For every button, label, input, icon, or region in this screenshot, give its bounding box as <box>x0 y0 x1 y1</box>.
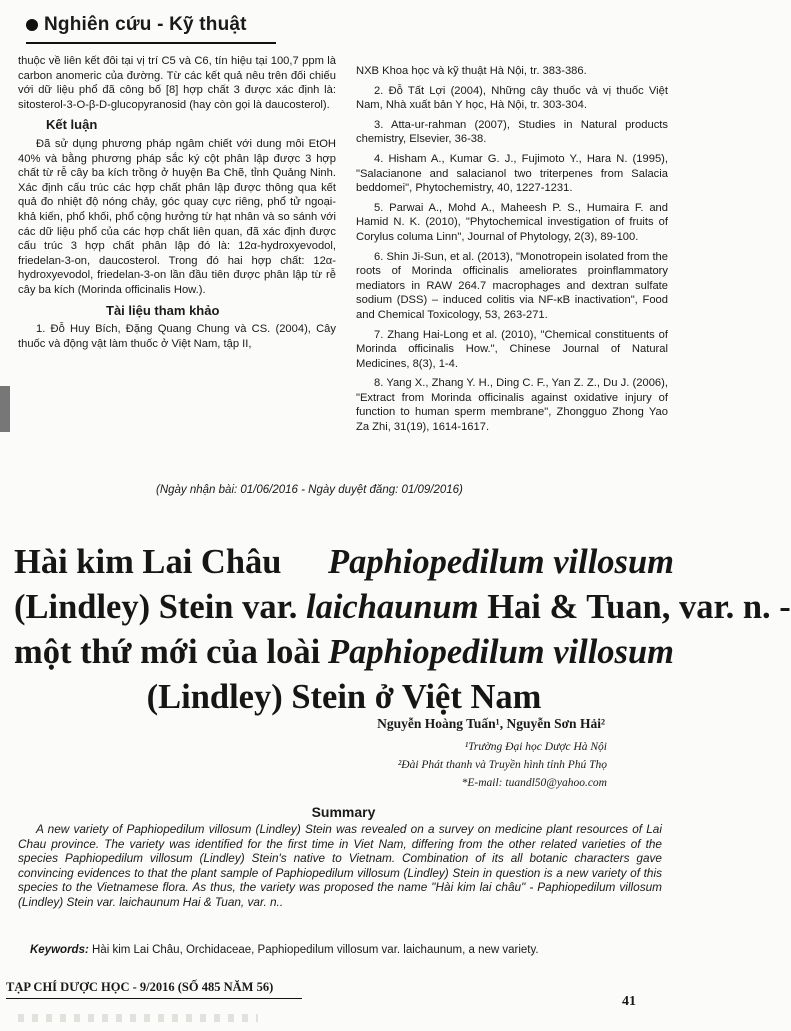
title-line: (Lindley) Stein ở Việt Nam <box>146 678 542 716</box>
reference-item: NXB Khoa học và kỹ thuật Hà Nội, tr. 383-386. <box>356 65 587 77</box>
keywords <box>30 944 650 956</box>
summary-paragraph: A new variety of Paphiopedilum villosum (Lindley) Stein was revealed on a survey on medicine plant resources of Lai Chau province. The variety was identified for the first time in Viet Nam, differing from the other related varieties of the species Paphiopedilum villosum (Lindley) Stein's native to Vietnam. Combination of its all botanic characters gave convincing evidences to that the plant sample of Paphiopedilum villosum (Lindley) Stein in question is a new variety of this species to the Vietnamese flora. As thus, the variety was proposed the name "Hài kim lai châu" - Paphiopedilum villosum (Lindley) Stein var. laichaunum Hai & Tuan, var. n.. <box>18 822 662 909</box>
scan-noise <box>18 1014 258 1022</box>
article-title <box>14 540 791 720</box>
header-underline <box>26 42 276 44</box>
author-list: Nguyễn Hoàng Tuấn¹, Nguyễn Sơn Hải² <box>377 716 605 731</box>
conclusion-paragraph: Đã sử dụng phương pháp ngâm chiết với dung môi EtOH 40% và bằng phương pháp sắc ký cột phân lập được 3 hợp chất từ rễ cây ba kích trồng ở huyện Ba Chẽ, tỉnh Quảng Ninh. Xác định cấu trúc các hợp chất phân lập được thông qua kết quả đo nhiệt độ nóng chảy, góc quay cực riêng, phổ tử ngoại- khả kiến, phổ khối, phổ cộng hưởng từ hạt nhân và so sánh với các dữ liệu phổ của các hợp chất liên quan, đã xác định được cấu trúc 3 hợp chất phân lập đó là: 12α-hydroxyevodol, friedelan-3-on, daucosterol. Trong đó hai hợp chất: 12α-hydroxyevodol, friedelan-3-on lần đầu tiên được phân lập từ rễ cây ba kích (Morinda officinalis How.). <box>18 137 336 296</box>
title-line <box>14 630 674 675</box>
section-header <box>26 14 247 36</box>
summary-abstract <box>18 822 662 910</box>
title-text: (Lindley) Stein var. <box>14 588 298 626</box>
title-text: một thứ mới của loài <box>14 633 321 671</box>
title-species: Paphiopedilum villosum <box>328 543 674 581</box>
bullet-icon <box>26 19 38 31</box>
title-text: Hai & Tuan, var. n. - <box>487 588 791 626</box>
reference-item: 7. Zhang Hai-Long et al. (2010), "Chemical constituents of Morinda officinalis How.", Chinese Journal of Natural Medicines, 8(3), 1-4. <box>356 328 668 370</box>
keywords-text: Hài kim Lai Châu, Orchidaceae, Paphiopedilum villosum var. laichaunum, a new variety. <box>92 944 539 956</box>
reference-item: 5. Parwai A., Mohd A., Maheesh P. S., Humaira F. and Hamid N. K. (2010), "Phytochemical investigation of fruits of Corylus columa Linn", Journal of Phytology, 2(3), 89-100. <box>356 201 668 243</box>
reference-item: 3. Atta-ur-rahman (2007), Studies in Natural products chemistry, Elsevier, 36-38. <box>356 118 668 146</box>
author-email: *E-mail: tuandl50@yahoo.com <box>461 777 607 789</box>
keywords-label: Keywords: <box>30 944 89 956</box>
reference-item: 1. Đỗ Huy Bích, Đặng Quang Chung và CS. (2004), Cây thuốc và động vật làm thuốc ở Việt Nam, tập II, <box>18 323 336 350</box>
title-line <box>14 540 674 585</box>
references-heading: Tài liệu tham khảo <box>106 302 220 318</box>
journal-footer: TẠP CHÍ DƯỢC HỌC - 9/2016 (SỐ 485 NĂM 56) <box>6 980 274 994</box>
reference-item: 8. Yang X., Zhang Y. H., Ding C. F., Yan Z. Z., Du J. (2006), "Extract from Morinda officinalis against oxidative injury of function to human sperm membrane", Zhongguo Zhong Yao Za Zhi, 31(19), 1614-1617. <box>356 377 668 434</box>
page-edge-tab <box>0 386 10 432</box>
received-dates: (Ngày nhận bài: 01/06/2016 - Ngày duyệt đăng: 01/09/2016) <box>156 484 463 496</box>
reference-item: 4. Hisham A., Kumar G. J., Fujimoto Y., Hara N. (1995), "Salacianone and salacianol two triterpenes from Salacia beddomei", Phytochemistry, 40, 1227-1231. <box>356 152 668 195</box>
title-line <box>14 585 791 630</box>
affiliations <box>398 738 607 792</box>
footer-rule <box>6 998 302 999</box>
affiliation: ¹Trường Đại học Dược Hà Nội <box>464 741 607 753</box>
intro-paragraph: thuộc về liên kết đôi tại vị trí C5 và C6, tín hiệu tại 100,7 ppm là carbon anomeric của đường. Từ các kết quả nêu trên đối chiếu với dữ liệu phổ đã công bố [8] hợp chất 3 được xác định là: sitosterol-3-O-β-D-glucopyranosid (hay còn gọi là daucosterol). <box>18 55 336 111</box>
left-column <box>18 54 336 353</box>
page-number: 41 <box>622 994 636 1009</box>
reference-item: 2. Đỗ Tất Lợi (2004), Những cây thuốc và vị thuốc Việt Nam, Nhà xuất bản Y học, Hà Nội, tr. 303-304. <box>356 84 668 112</box>
title-variety: laichaunum <box>306 588 479 626</box>
reference-item: 6. Shin Ji-Sun, et al. (2013), "Monotropein isolated from the roots of Morinda officinalis ameliorates proinflammatory mediators in RAW 264.7 macrophages and dextran sulfate sodium (DSS) – induced colitis via NF-κB inactivation", Food and Chemical Toxicology, 53, 263-271. <box>356 250 668 321</box>
section-title: Nghiên cứu - Kỹ thuật <box>44 14 247 35</box>
conclusion-heading: Kết luận <box>46 117 98 133</box>
right-column <box>356 64 668 440</box>
affiliation: ²Đài Phát thanh và Truyền hình tỉnh Phú Thọ <box>397 759 607 771</box>
title-text: Hài kim Lai Châu <box>14 543 282 581</box>
title-species: Paphiopedilum villosum <box>328 633 674 671</box>
summary-heading: Summary <box>311 804 376 820</box>
